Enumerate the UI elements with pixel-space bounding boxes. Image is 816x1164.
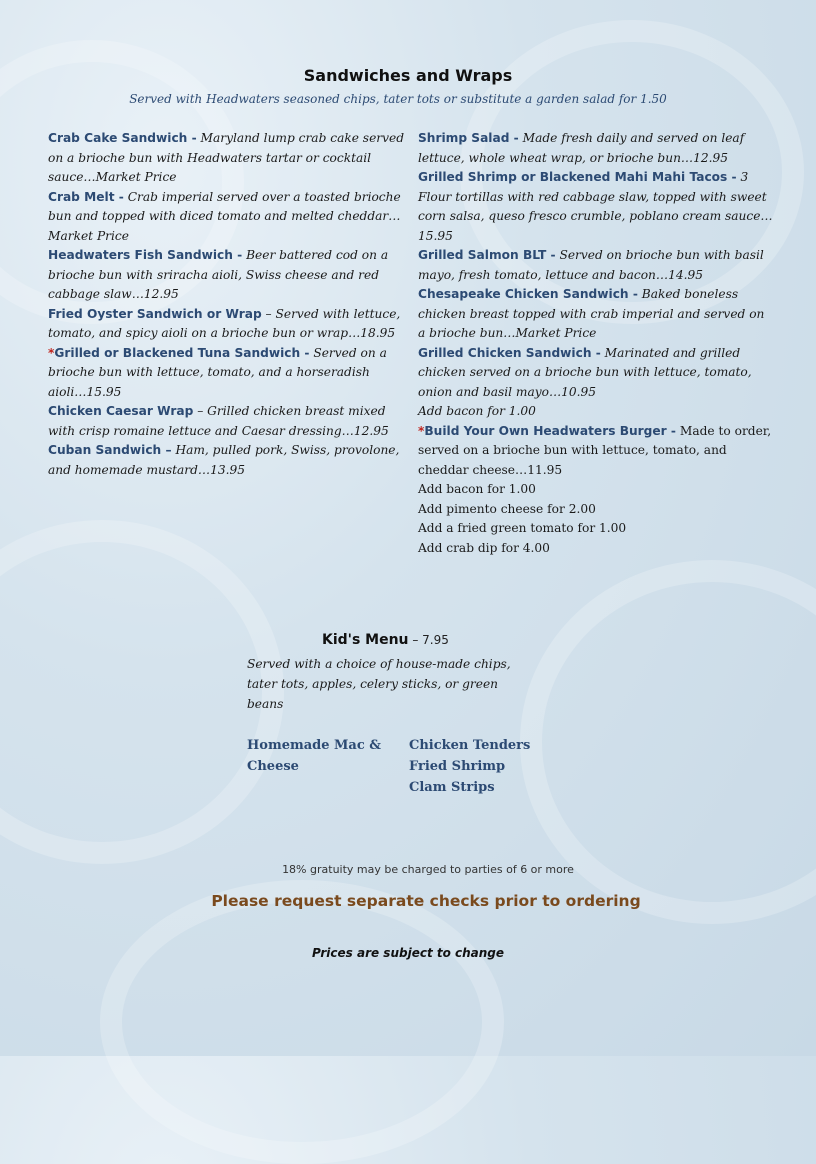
item-description: – Grilled chicken breast mixed with crisp romaine lettuce and Caesar dressing…12.95 (48, 404, 389, 438)
burger-item (418, 422, 774, 481)
item-description: – Served with lettuce, tomato, and spicy aioli on a brioche bun or wrap…18.95 (48, 306, 401, 340)
kids-menu-title: Kid's Menu (322, 632, 409, 648)
item-name: Crab Cake Sandwich - (48, 131, 197, 145)
menu-item (48, 305, 404, 344)
menu-item (418, 246, 774, 285)
burger-addon: Add a fried green tomato for 1.00 (418, 521, 627, 535)
left-column (48, 129, 404, 480)
item-description: Made fresh daily and served on leaf lettuce, whole wheat wrap, or brioche bun…12.95 (418, 131, 745, 165)
item-description: Beer battered cod on a brioche bun with sriracha aioli, Swiss cheese and red cabbage slaw…12.95 (48, 248, 389, 301)
item-description: Served on brioche bun with basil mayo, fresh tomato, lettuce and bacon…14.95 (418, 248, 764, 282)
item-description: Ham, pulled pork, Swiss, provolone, and homemade mustard…13.95 (48, 443, 400, 477)
raw-warning-star: * (418, 423, 425, 438)
menu-item (418, 344, 774, 403)
menu-item (48, 188, 404, 247)
gratuity-note: 18% gratuity may be charged to parties of 6 or more (282, 863, 574, 876)
section-subtitle: Served with Headwaters seasoned chips, tater tots or substitute a garden salad for 1.50 (129, 92, 667, 106)
item-name: Fried Oyster Sandwich or Wrap (48, 306, 262, 321)
menu-item (48, 129, 404, 188)
item-name: Chicken Caesar Wrap (48, 404, 194, 418)
kids-item: Fried Shrimp (409, 759, 506, 774)
burger-addon: Add pimento cheese for 2.00 (418, 501, 596, 516)
burger-addon: Add crab dip for 4.00 (418, 540, 550, 555)
item-name: Grilled Shrimp or Blackened Mahi Mahi Tacos - (418, 170, 737, 184)
kids-item: Homemade Mac & Cheese (247, 738, 382, 774)
item-name: Crab Melt - (48, 189, 124, 204)
item-name: Cuban Sandwich – (48, 443, 172, 457)
menu-item (48, 441, 404, 480)
item-name: Shrimp Salad - (418, 131, 519, 145)
item-name: Grilled or Blackened Tuna Sandwich - (54, 345, 310, 360)
item-name: Grilled Chicken Sandwich - (418, 345, 601, 360)
raw-warning-star: * (48, 345, 55, 360)
section-title: Sandwiches and Wraps (303, 66, 513, 85)
item-name: Grilled Salmon BLT - (418, 248, 556, 262)
menu-item (418, 285, 774, 344)
item-description: 3 Flour tortillas with red cabbage slaw, topped with sweet corn salsa, queso fresco crumble, poblano cream sauce…15.95 (418, 170, 773, 243)
kids-items-column-1 (247, 735, 387, 777)
item-name: Chesapeake Chicken Sandwich - (418, 287, 638, 301)
menu-item (418, 129, 774, 168)
kids-item: Chicken Tenders (409, 738, 531, 753)
menu-item (418, 168, 774, 246)
item-description: Marinated and grilled chicken served on a brioche bun with lettuce, tomato, onion and basil mayo…10.95 (418, 345, 752, 399)
menu-item (48, 246, 404, 305)
bacon-addon-note: Add bacon for 1.00 (418, 404, 536, 418)
menu-item (48, 344, 404, 403)
kids-menu-heading (322, 632, 449, 648)
menu-item (48, 402, 404, 441)
right-column (418, 129, 774, 558)
item-description: Baked boneless chicken breast topped with crab imperial and served on a brioche bun…Market Price (418, 287, 765, 340)
kids-menu-price: – 7.95 (408, 633, 449, 647)
item-description: Served on a brioche bun with lettuce, tomato, and a horseradish aioli…15.95 (48, 345, 387, 399)
separate-checks-note: Please request separate checks prior to ordering (211, 892, 641, 910)
burger-addon: Add bacon for 1.00 (418, 482, 536, 496)
kids-items-column-2 (409, 735, 609, 798)
prices-note: Prices are subject to change (311, 946, 505, 960)
item-name: Headwaters Fish Sandwich - (48, 248, 243, 262)
item-description: Maryland lump crab cake served on a brioche bun with Headwaters tartar or cocktail sauce…Market Price (48, 131, 405, 184)
kids-item: Clam Strips (409, 780, 495, 795)
item-name: Build Your Own Headwaters Burger - (424, 423, 676, 438)
kids-menu-description: Served with a choice of house-made chips, tater tots, apples, celery sticks, or green beans (247, 657, 511, 711)
item-description: Made to order, served on a brioche bun with lettuce, tomato, and cheddar cheese…11.95 (418, 423, 772, 477)
item-description: Crab imperial served over a toasted brioche bun and topped with diced tomato and melted cheddar…Market Price (48, 189, 401, 243)
